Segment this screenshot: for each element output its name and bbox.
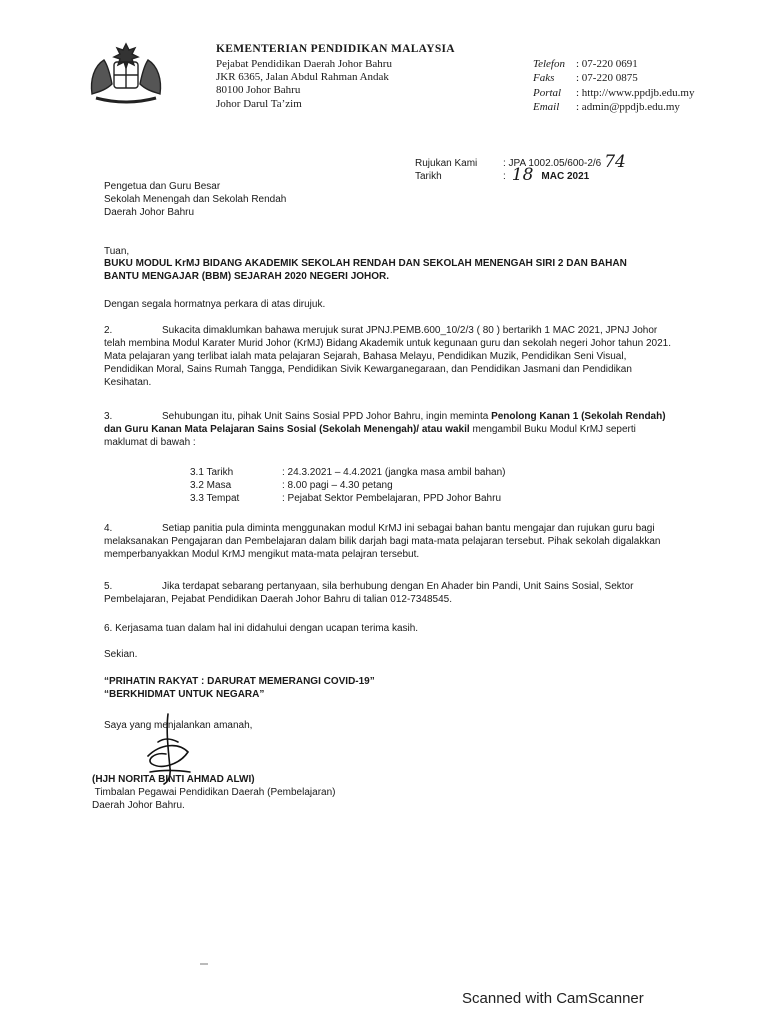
- scan-speck: [200, 963, 208, 965]
- detail-value: : Pejabat Sektor Pembelajaran, PPD Johor Bahru: [282, 493, 502, 504]
- handwritten-reference-number: 74: [604, 152, 626, 172]
- handwritten-date-day: 18: [511, 165, 534, 185]
- paragraph-2: [104, 324, 674, 389]
- paragraph-text: Sukacita dimaklumkan bahawa merujuk surat JPNJ.PEMB.600_10/2/3 ( 80 ) bertarikh 1 MAC 2021, JPNJ Johor telah membina Modul Karater Murid Johor (KrMJ) Bidang Akademik untuk kegunaan guru dan sekolah negeri Johor tahun 2021. Mata pelajaran yang terlibat ialah mata pelajaran Sejarah, Bahasa Melayu, Pendidikan Muzik, Pendidikan Seni Visual, Pendidikan Moral, Sains Rumah Tangga, Pendidikan Sivik Kewarganegaraan, dan Pendidikan Jasmani dan Pendidikan Kesihatan.: [104, 325, 671, 388]
- paragraph-text: Setiap panitia pula diminta menggunakan modul KrMJ ini sebagai bahan bantu mengajar dan rujukan guru bagi melaksanakan Pengajaran dan Pembelajaran dalam bilik darjah bagi mata-mata pelajaran tersebut. Pihak sekolah digalakkan memperbanyakkan Modul KrMJ mengikut mata-mata pelajran tersebut.: [104, 523, 661, 560]
- paragraph-4: [104, 522, 674, 561]
- contact-label: Faks: [533, 72, 555, 85]
- signatory-name: (HJH NORITA BINTI AHMAD ALWI): [92, 774, 255, 785]
- contact-label: Telefon: [533, 58, 565, 70]
- paragraph-number: 2.: [104, 325, 113, 336]
- detail-value: : 8.00 pagi – 4.30 petang: [282, 480, 393, 491]
- paragraph-bold-text: Penolong Kanan 1 (Sekolah Rendah) dan Guru Kanan Mata Pelajaran Sains Sosial (Sekolah Menengah)/ atau wakil: [104, 411, 666, 435]
- paragraph-text-end: mengambil Buku Modul KrMJ seperti maklumat di bawah :: [104, 424, 636, 448]
- address-line: JKR 6365, Jalan Abdul Rahman Andak: [216, 71, 389, 84]
- ministry-name: KEMENTERIAN PENDIDIKAN MALAYSIA: [216, 43, 455, 55]
- scanner-watermark: Scanned with CamScanner: [462, 990, 644, 1007]
- contact-value: : 07-220 0875: [576, 72, 638, 85]
- paragraph-5: [104, 580, 674, 606]
- paragraph-number: 3.: [104, 411, 113, 422]
- recipient-line: Pengetua dan Guru Besar: [104, 181, 221, 192]
- contact-faks: [533, 71, 694, 85]
- date-value: MAC 2021: [541, 171, 590, 182]
- date-label: Tarikh: [415, 171, 442, 182]
- detail-key: 3.3 Tempat: [190, 493, 240, 504]
- contact-value: : admin@ppdjb.edu.my: [576, 100, 680, 113]
- slogan-line: “PRIHATIN RAKYAT : DARURAT MEMERANGI COVID-19”: [104, 676, 375, 687]
- paragraph-text: Jika terdapat sebarang pertanyaan, sila berhubung dengan En Ahader bin Pandi, Unit Sains Sosial, Sektor Pembelajaran, Pejabat Pendidikan Daerah Johor Bahru di talian 012-7348545.: [104, 581, 634, 605]
- sekian: Sekian.: [104, 649, 138, 660]
- signatory-district: Daerah Johor Bahru.: [92, 800, 185, 811]
- slogan-block: [104, 675, 375, 701]
- address-line: Johor Darul Ta’zim: [216, 97, 302, 110]
- reference-label: Rujukan Kami: [415, 158, 478, 169]
- office-address: [216, 58, 392, 111]
- contact-email: [533, 100, 694, 114]
- detail-row: [190, 466, 506, 479]
- contact-portal: [533, 86, 694, 100]
- paragraph-text: Sehubungan itu, pihak Unit Sains Sosial PPD Johor Bahru, ingin meminta: [162, 411, 492, 422]
- paragraph-6: 6. Kerjasama tuan dalam hal ini didahului dengan ucapan terima kasih.: [104, 623, 419, 634]
- recipient-line: Sekolah Menengah dan Sekolah Rendah: [104, 194, 287, 205]
- contact-label: Portal: [533, 86, 562, 99]
- malaysia-coat-of-arms-logo: [86, 40, 166, 106]
- opening-line: Dengan segala hormatnya perkara di atas dirujuk.: [104, 299, 326, 310]
- contact-value: : 07-220 0691: [576, 58, 638, 70]
- address-line: 80100 Johor Bahru: [216, 84, 301, 97]
- contact-block: [533, 57, 694, 114]
- date-row: [415, 165, 626, 185]
- detail-key: 3.1 Tarikh: [190, 467, 234, 478]
- paragraph-3: [104, 410, 674, 449]
- recipient-line: Daerah Johor Bahru: [104, 207, 195, 218]
- detail-key: 3.2 Masa: [190, 480, 232, 491]
- paragraph-number: 5.: [104, 581, 113, 592]
- reference-block: [415, 152, 626, 185]
- details-list: [190, 466, 506, 505]
- signatory-position: Timbalan Pegawai Pendidikan Daerah (Pembelajaran): [92, 787, 336, 798]
- detail-value: : 24.3.2021 – 4.4.2021 (jangka masa ambil bahan): [282, 467, 506, 478]
- contact-value: : http://www.ppdjb.edu.my: [576, 86, 695, 99]
- detail-row: [190, 479, 506, 492]
- sign-off: Saya yang menjalankan amanah,: [104, 720, 253, 731]
- signatory-block: [92, 773, 335, 812]
- slogan-line: “BERKHIDMAT UNTUK NEGARA”: [104, 689, 265, 700]
- date-colon: :: [503, 171, 506, 182]
- paragraph-number: 4.: [104, 523, 113, 534]
- salutation: Tuan,: [104, 246, 130, 257]
- contact-telefon: [533, 57, 694, 71]
- address-line: Pejabat Pendidikan Daerah Johor Bahru: [216, 58, 392, 70]
- contact-label: Email: [533, 100, 560, 113]
- detail-row: [190, 492, 506, 505]
- subject-heading: BUKU MODUL KrMJ BIDANG AKADEMIK SEKOLAH RENDAH DAN SEKOLAH MENENGAH SIRI 2 DAN BAHAN BANTU MENGAJAR (BBM) SEJARAH 2020 NEGERI JOHOR.: [104, 258, 627, 282]
- reference-value: : JPA 1002.05/600-2/6: [503, 158, 602, 169]
- recipient-block: [104, 180, 286, 219]
